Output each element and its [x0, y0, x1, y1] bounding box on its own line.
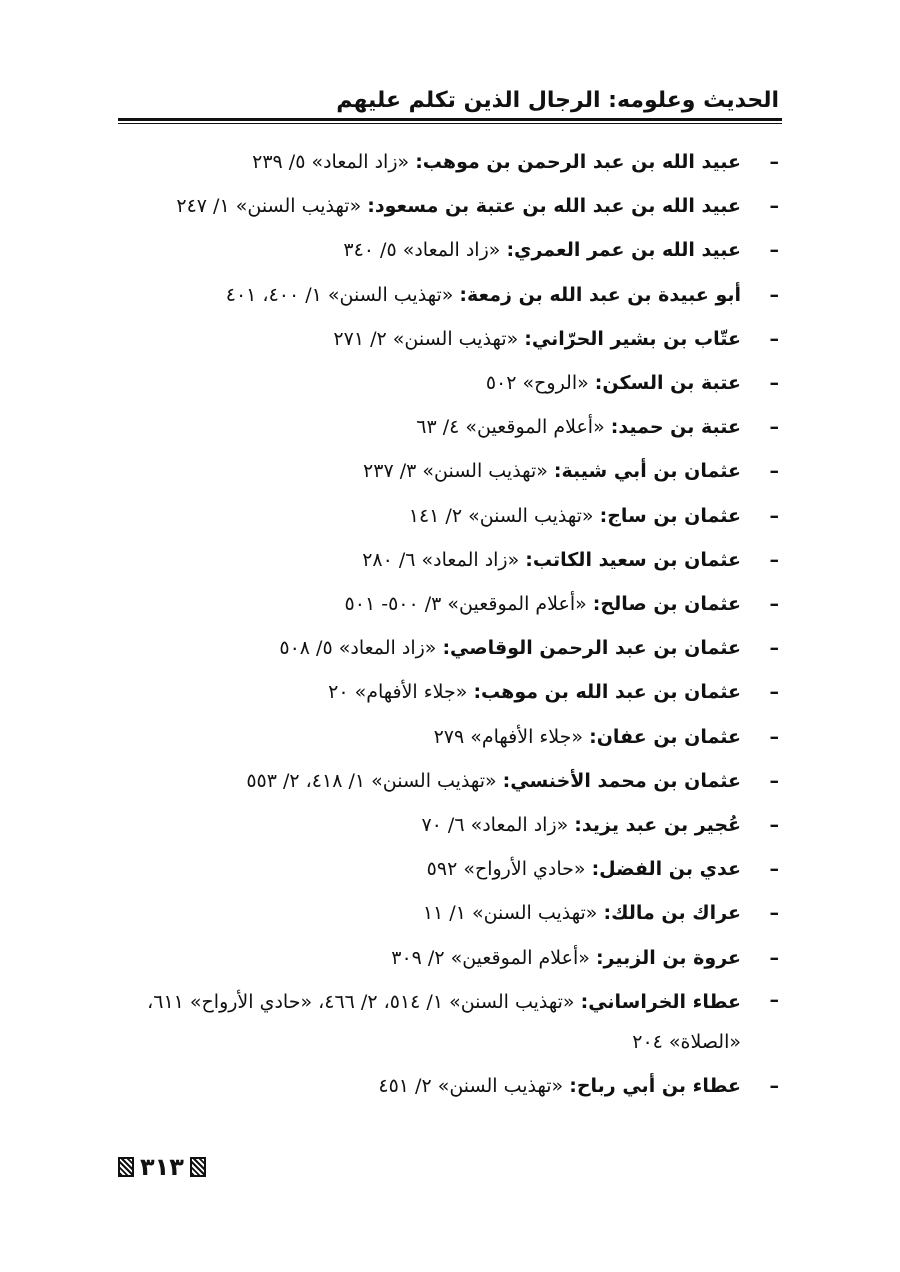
- list-item: [110, 759, 779, 803]
- book-reference: «تهذيب السنن» ١/ ٥١٤، ٢/ ٤٦٦، «حادي الأرواح» ٦١١، «الصلاة» ٢٠٤: [147, 990, 741, 1053]
- narrator-name: عثمان بن عبد الرحمن الوقاصي:: [442, 637, 741, 660]
- list-item: [110, 803, 779, 847]
- narrator-name: عتّاب بن بشير الحرّاني:: [524, 327, 741, 350]
- narrator-name: عتبة بن السكن:: [594, 372, 741, 395]
- list-item: [110, 140, 779, 184]
- list-item: [110, 715, 779, 759]
- list-item: [110, 626, 779, 670]
- book-reference: «الروح» ٥٠٢: [485, 372, 589, 395]
- book-reference: «تهذيب السنن» ٢/ ٢٧١: [333, 327, 519, 350]
- narrator-name: عبيد الله بن عبد الله بن عتبة بن مسعود:: [367, 195, 741, 218]
- entry-dash: –: [769, 460, 779, 483]
- list-item: [110, 449, 779, 493]
- book-reference: «تهذيب السنن» ١/ ٤٠٠، ٤٠١: [225, 283, 454, 306]
- entry-dash: –: [769, 902, 779, 925]
- narrator-name: عراك بن مالك:: [603, 902, 741, 925]
- book-reference: «تهذيب السنن» ٢/ ٤٥١: [378, 1074, 564, 1097]
- book-reference: «تهذيب السنن» ١/ ٢٤٧: [176, 195, 362, 218]
- narrator-name: عثمان بن محمد الأخنسي:: [502, 769, 741, 792]
- entry-dash: –: [769, 327, 779, 350]
- narrator-name: عبيد الله بن عمر العمري:: [506, 239, 741, 262]
- entry-dash: –: [769, 681, 779, 704]
- book-reference: «تهذيب السنن» ٢/ ١٤١: [408, 504, 594, 527]
- narrator-name: عبيد الله بن عبد الرحمن بن موهب:: [415, 151, 741, 173]
- list-item: [110, 582, 779, 626]
- entry-dash: –: [769, 283, 779, 306]
- running-header: الحديث وعلومه: الرجال الذين تكلم عليهم: [336, 88, 779, 113]
- entry-dash: –: [769, 548, 779, 571]
- ornament-icon: [118, 1157, 134, 1177]
- list-item: [110, 891, 779, 935]
- book-reference: «زاد المعاد» ٥/ ٥٠٨: [279, 637, 437, 660]
- book-reference: «أعلام الموقعين» ٣/ ٥٠٠- ٥٠١: [344, 593, 587, 616]
- book-reference: «تهذيب السنن» ١/ ٤١٨، ٢/ ٥٥٣: [246, 769, 497, 792]
- narrator-name: عثمان بن عبد الله بن موهب:: [473, 681, 741, 704]
- narrator-name: عروة بن الزبير:: [595, 946, 741, 969]
- entry-dash: –: [769, 637, 779, 660]
- narrator-name: عثمان بن صالح:: [592, 593, 741, 616]
- entry-dash: –: [769, 504, 779, 527]
- header-rule-thick: [118, 118, 782, 121]
- list-item: [110, 670, 779, 714]
- page-folio: [118, 1152, 206, 1182]
- book-reference: «زاد المعاد» ٥/ ٢٣٩: [252, 151, 410, 173]
- narrator-name: عثمان بن أبي شيبة:: [553, 460, 741, 483]
- entry-dash: –: [769, 593, 779, 616]
- entry-dash: –: [769, 814, 779, 837]
- book-reference: «جلاء الأفهام» ٢٠: [328, 681, 468, 704]
- narrator-index-list: [110, 140, 779, 1108]
- book-reference: «تهذيب السنن» ١/ ١١: [422, 902, 598, 925]
- list-item: [110, 936, 779, 980]
- entry-dash: –: [769, 858, 779, 881]
- entry-dash: –: [769, 372, 779, 395]
- book-reference: «حادي الأرواح» ٥٩٢: [426, 858, 586, 881]
- list-item: [110, 847, 779, 891]
- narrator-name: أبو عبيدة بن عبد الله بن زمعة:: [459, 283, 741, 306]
- list-item: [110, 361, 779, 405]
- list-item: [110, 184, 779, 228]
- entry-dash: –: [769, 195, 779, 218]
- list-item: [110, 980, 779, 1064]
- book-reference: «زاد المعاد» ٦/ ٢٨٠: [362, 548, 520, 571]
- narrator-name: عثمان بن عفان:: [589, 725, 741, 748]
- entry-dash: –: [769, 725, 779, 748]
- book-reference: «زاد المعاد» ٥/ ٣٤٠: [343, 239, 501, 262]
- list-item: [110, 494, 779, 538]
- book-reference: «زاد المعاد» ٦/ ٧٠: [421, 814, 569, 837]
- list-item: [110, 405, 779, 449]
- page-number: ٣١٣: [140, 1153, 184, 1181]
- entry-dash: –: [769, 239, 779, 262]
- book-reference: «جلاء الأفهام» ٢٧٩: [433, 725, 584, 748]
- entry-dash: –: [769, 1074, 779, 1097]
- entry-dash: –: [769, 416, 779, 439]
- narrator-name: عُجير بن عبد يزيد:: [574, 814, 741, 837]
- narrator-name: عطاء الخراساني:: [580, 990, 741, 1013]
- ornament-icon: [190, 1157, 206, 1177]
- entry-dash: –: [769, 946, 779, 969]
- list-item: [110, 317, 779, 361]
- book-reference: «أعلام الموقعين» ٢/ ٣٠٩: [391, 946, 590, 969]
- narrator-name: عثمان بن سعيد الكاتب:: [525, 548, 741, 571]
- narrator-name: عتبة بن حميد:: [610, 416, 741, 439]
- list-item: [110, 1064, 779, 1108]
- list-item: [110, 273, 779, 317]
- book-reference: «تهذيب السنن» ٣/ ٢٣٧: [363, 460, 548, 483]
- narrator-name: عثمان بن ساج:: [599, 504, 741, 527]
- book-reference: «أعلام الموقعين» ٤/ ٦٣: [416, 416, 605, 439]
- list-item: [110, 538, 779, 582]
- entry-dash: –: [769, 988, 779, 1011]
- entry-dash: –: [769, 769, 779, 792]
- narrator-name: عدي بن الفضل:: [591, 858, 741, 881]
- header-rule-thin: [118, 123, 782, 124]
- entry-dash: –: [769, 151, 779, 173]
- narrator-name: عطاء بن أبي رباح:: [569, 1074, 741, 1097]
- list-item: [110, 228, 779, 272]
